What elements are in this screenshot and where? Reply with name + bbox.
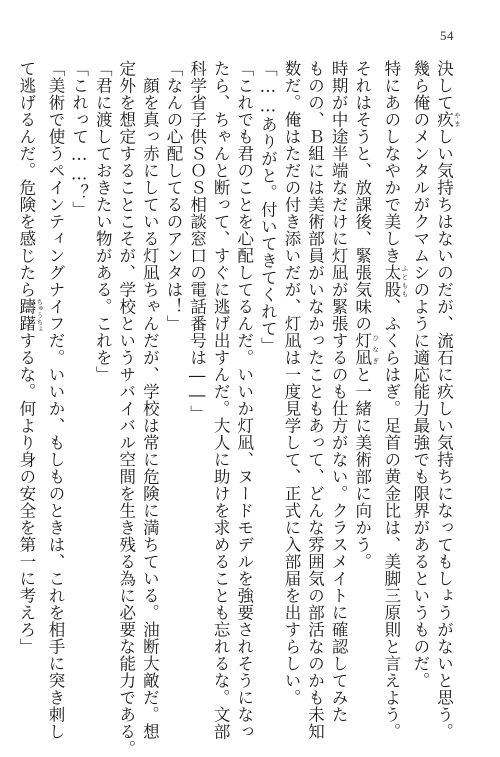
- page-number: 54: [440, 28, 454, 43]
- ruby-annotation: [16, 298, 44, 332]
- text-segment: 時期が中途半端なだけに灯凪が緊張するのも仕方がない。クラスメイトに確認してみた: [329, 60, 349, 723]
- text-segment: 「美術で使うペインティングナイフだ。いいか、もしものときは、これを相手に突き刺し: [46, 60, 65, 740]
- ruby-base: 灯凪: [352, 332, 372, 366]
- body-text: [16, 60, 461, 757]
- text-line: [91, 60, 115, 670]
- text-line: [185, 60, 209, 670]
- text-line: [279, 60, 303, 706]
- text-segment: 「……ありがと。付いてきてくれて」: [258, 60, 278, 354]
- text-segment: 「君に渡しておきたい物がある。これを」: [93, 60, 113, 383]
- text-segment: と一緒に美術部に向かう。: [352, 366, 372, 570]
- text-segment: 「これでも君のことを心配してるんだ。いいか灯凪、ヌードモデルを強要されそうになっ: [234, 60, 254, 740]
- ruby-annotation: [381, 264, 409, 298]
- text-segment: 「これって……？」: [69, 60, 89, 218]
- text-line: [303, 60, 327, 740]
- text-line: [350, 60, 379, 670]
- text-segment: 科学省子供ＳＯＳ相談窓口の電話番号は――」: [187, 60, 207, 422]
- text-line: [209, 60, 233, 740]
- text-line: [432, 60, 461, 740]
- text-segment: ものの、Ｂ組には美術部員がいなかったこともあって、どんな雰囲気の部活なのかも未知: [305, 60, 325, 740]
- text-line: [43, 60, 67, 740]
- ruby-reading: ふともも: [400, 264, 409, 298]
- text-segment: 数だ。俺はただの付き添いだが、灯凪は一度見学して、正式に入部届を出すらしい。: [281, 60, 301, 706]
- ruby-reading: やま: [453, 111, 461, 128]
- text-segment: 特にあのしなやかで美しき: [381, 60, 401, 264]
- ruby-annotation: [352, 332, 380, 366]
- text-segment: て逃げるんだ。危険を感じたら: [16, 60, 36, 298]
- text-segment: 決して: [434, 60, 454, 111]
- text-line: [256, 60, 280, 670]
- text-line: [408, 60, 432, 689]
- text-line: [14, 60, 43, 670]
- text-segment: 「なんの心配してるのアンタは！」: [163, 60, 183, 332]
- text-segment: 定外を想定することこそが、学校というサバイバル空間を生き残る為に必要な能力である。: [116, 60, 136, 757]
- text-line: [114, 60, 138, 757]
- text-segment: たら、ちゃんと断って、すぐに逃げ出すんだ。大人に助けを求めることも忘れるな。文部: [211, 60, 231, 740]
- text-line: [327, 60, 351, 723]
- text-line: [161, 60, 185, 670]
- ruby-annotation: [434, 111, 461, 128]
- ruby-base: 躊躇: [16, 298, 36, 332]
- text-segment: しい気持ちはないのだが、流石に疚しい気持ちになってもしょうがないと思う。: [434, 128, 454, 740]
- text-line: [138, 60, 162, 740]
- ruby-reading: ひなぎ: [371, 332, 380, 366]
- text-segment: 、ふくらはぎ。足首の黄金比は、美脚三原則と言えよう。: [381, 298, 401, 740]
- text-segment: 幾ら俺のメンタルがクマムシのように適応能力最強でも限界があるというものだ。: [410, 60, 430, 689]
- text-line: [67, 60, 91, 670]
- text-segment: それはそうと、放課後、緊張気味の: [352, 60, 372, 332]
- ruby-base: 太股: [381, 264, 401, 298]
- ruby-reading: ちゅうちょ: [35, 298, 44, 332]
- text-segment: するな。何より身の安全を第一に考えろ」: [16, 332, 36, 655]
- text-segment: 顔を真っ赤にしている灯凪ちゃんだが、学校は常に危険に満ちている。油断大敵だ。想: [140, 60, 160, 740]
- text-line: [379, 60, 409, 740]
- ruby-base: 疚: [434, 111, 454, 128]
- text-line: [232, 60, 256, 740]
